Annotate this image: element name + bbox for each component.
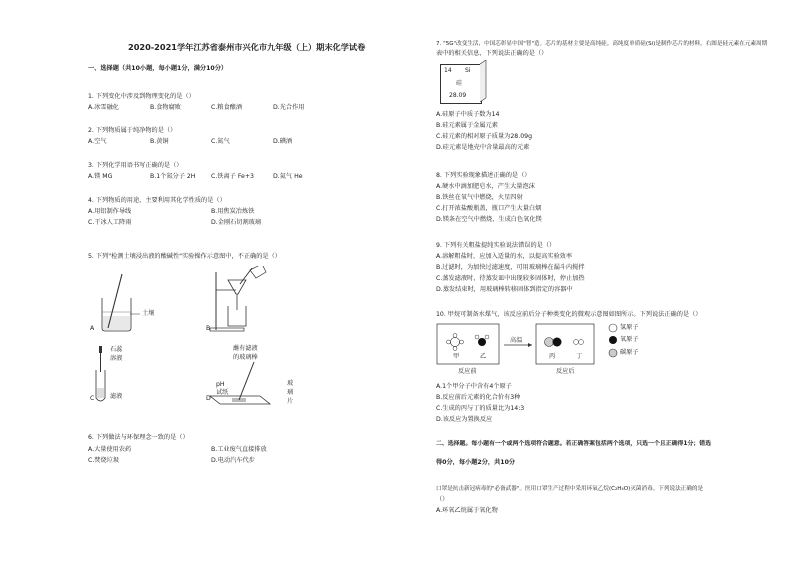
q5-d-caption-3: pH (216, 381, 225, 388)
q5-d-caption-4: 试纸 (216, 389, 229, 396)
element-name: 硅 (456, 80, 463, 87)
q10-label-ding: 丁 (576, 353, 583, 360)
q9-stem: 9. 下列有关粗盐提纯实验说法错误的是（） (436, 242, 556, 249)
page-title: 2020-2021学年江苏省泰州市兴化市九年级（上）期末化学试卷 (128, 42, 366, 52)
q10-condition: 高温 (510, 337, 523, 344)
element-mass: 28.09 (449, 92, 467, 99)
q7-card-shadow (480, 60, 488, 106)
q9-option-c[interactable]: C.蒸发滤液时，待蒸发皿中出现较多固体时，停止加热 (436, 275, 585, 282)
element-symbol: Si (465, 67, 471, 74)
q7-stem-line-1: 7. "5G"改变生活，中国芯彰显中国"智"造。芯片的基材主要是高纯硅。高纯度单质硅(Si)是制作芯片的材料，右图是硅元素在元素周期 (436, 41, 768, 47)
q6-option-a[interactable]: A.大量使用农药 (88, 446, 132, 453)
section-2-heading-line-1: 二、选择题。每小题有一个或两个选项符合题意。若正确答案包括两个选项，只选一个且正确得1分；错选 (436, 441, 712, 447)
q7-option-a[interactable]: A.硅原子中质子数为14 (436, 111, 500, 118)
q5-a-caption: 土壤 (142, 310, 155, 317)
element-number: 14 (444, 67, 452, 74)
q5-d-label[interactable]: D (206, 395, 211, 402)
q5-d-caption-6: 璃 (287, 389, 294, 396)
q1-option-b[interactable]: B.食物腐败 (150, 104, 181, 111)
q5-d-caption-2: 的玻璃棒 (233, 354, 258, 361)
q5-stem: 5. 下列"检测土壤浸出液的酸碱性"实验操作示意图中，不正确的是（） (88, 253, 281, 260)
q7-option-b[interactable]: B.硅元素属于金属元素 (436, 122, 498, 129)
q11-stem-line-1: 口罩是抗击新冠病毒的"必备武器"。医用口罩生产过程中采用环氧乙烷(C₂H₄O)灭菌消毒。下列说法正确的是 (436, 486, 704, 492)
q8-option-a[interactable]: A.硬水中滴加肥皂水，产生大量泡沫 (436, 183, 535, 190)
q10-label-yi: 乙 (480, 353, 487, 360)
q8-option-d[interactable]: D.镁条在空气中燃烧，生成白色氧化镁 (436, 216, 542, 223)
q1-option-a[interactable]: A.冰雪融化 (88, 104, 119, 111)
q5-figure-a (88, 266, 168, 336)
q5-c-caption-2: 溶液 (110, 355, 123, 362)
q8-stem: 8. 下列实验现象描述正确的是（） (436, 172, 531, 179)
q1-option-c[interactable]: C.粮食酿酒 (211, 104, 243, 111)
q5-c-caption-1: 石蕊 (110, 346, 123, 353)
q7-option-c[interactable]: C.硅元素的相对原子质量为28.09g (436, 133, 532, 140)
q8-option-b[interactable]: B.铁丝在氧气中燃烧，火星四射 (436, 194, 523, 201)
q9-option-a[interactable]: A.溶解粗盐时，应加入适量的水，以提高实验效率 (436, 253, 573, 260)
q7-stem-line-2: 表中的相关信息，下列说法正确的是（） (436, 50, 548, 57)
q6-stem: 6. 下列做法与环保理念一致的是（） (88, 434, 189, 441)
q2-stem: 2. 下列物质属于纯净物的是（） (88, 127, 177, 134)
q6-option-d[interactable]: D.电动汽车代步 (211, 457, 255, 464)
q10-legend-hydrogen: 氢原子 (620, 324, 639, 331)
q3-option-a[interactable]: A.镁 MG (88, 173, 113, 180)
q5-a-label[interactable]: A (90, 325, 95, 332)
q4-stem: 4. 下列物质的用途，主要利用其化学性质的是（） (88, 197, 226, 204)
q10-after-caption: 反应后 (556, 368, 575, 375)
q3-option-d[interactable]: D.氦气 He (273, 173, 303, 180)
q10-option-b[interactable]: B.反应前后元素的化合价有3种 (436, 394, 521, 401)
q4-option-b[interactable]: B.用焦炭冶炼铁 (211, 208, 255, 215)
q9-option-b[interactable]: B.过滤时，为加快过滤速度，可用玻璃棒在漏斗内搅拌 (436, 264, 585, 271)
q11-stem-line-2: （） (436, 496, 449, 503)
q5-figure-b (206, 266, 276, 336)
q8-option-c[interactable]: C.打开浓盐酸瓶盖，瓶口产生大量白烟 (436, 205, 542, 212)
q5-d-caption-5: 玻 (287, 380, 294, 387)
q2-option-b[interactable]: B.黄铜 (150, 138, 169, 145)
q10-label-jia: 甲 (453, 353, 460, 360)
q4-option-d[interactable]: D.金刚石切割玻璃 (211, 219, 262, 226)
section-1-heading: 一、选择题（共10小题，每小题1分，满分10分） (88, 65, 228, 72)
q10-option-d[interactable]: D.该反应为置换反应 (436, 416, 493, 423)
q7-option-d[interactable]: D.硅元素是地壳中含量最高的元素 (436, 144, 530, 151)
q3-option-b[interactable]: B.1个氮分子 2H (150, 173, 196, 180)
q10-option-c[interactable]: C.生成的丙与丁的质量比为14:3 (436, 405, 525, 412)
q11-option-a[interactable]: A.环氧乙烷属于氧化物 (436, 507, 498, 514)
q10-label-bing: 丙 (549, 353, 556, 360)
q7-element-card (440, 64, 482, 104)
q3-option-c[interactable]: C.铁离子 Fe+3 (211, 173, 254, 180)
section-2-heading-line-2: 得0分，每小题2分，共10分 (436, 459, 516, 466)
q5-d-caption-7: 片 (287, 398, 294, 405)
q1-stem: 1. 下列变化中涉及到物理变化的是（） (88, 93, 195, 100)
q5-c-caption-3: 滤液 (110, 393, 123, 400)
q5-c-label[interactable]: C (90, 395, 95, 402)
q10-option-a[interactable]: A.1个甲分子中含有4个原子 (436, 383, 512, 390)
q3-stem: 3. 下列化学用语书写正确的是（） (88, 162, 183, 169)
q2-option-d[interactable]: D.碘酒 (273, 138, 293, 145)
q9-option-d[interactable]: D.蒸发结束时，用玻璃棒转移固体到指定的容器中 (436, 286, 573, 293)
q2-option-c[interactable]: C.氮气 (211, 138, 230, 145)
q10-stem: 10. 甲烷可制备水煤气，该反应前后分子种类变化的微观示意图如图所示。下列说法正确的是（） (436, 311, 702, 318)
q5-b-label[interactable]: B (206, 325, 211, 332)
q4-option-a[interactable]: A.用铝制作导线 (88, 208, 132, 215)
q6-option-b[interactable]: B.工业废气直接排放 (211, 446, 267, 453)
q4-option-c[interactable]: C.干冰人工降雨 (88, 219, 132, 226)
q10-legend-oxygen: 氧原子 (620, 336, 639, 343)
q10-legend-carbon: 碳原子 (620, 349, 639, 356)
q1-option-d[interactable]: D.光合作用 (273, 104, 305, 111)
q5-d-caption-1: 蘸有滤液 (233, 345, 258, 352)
q6-option-c[interactable]: C.焚烧垃圾 (88, 457, 120, 464)
q2-option-a[interactable]: A.空气 (88, 138, 107, 145)
q10-before-caption: 反应前 (458, 368, 477, 375)
